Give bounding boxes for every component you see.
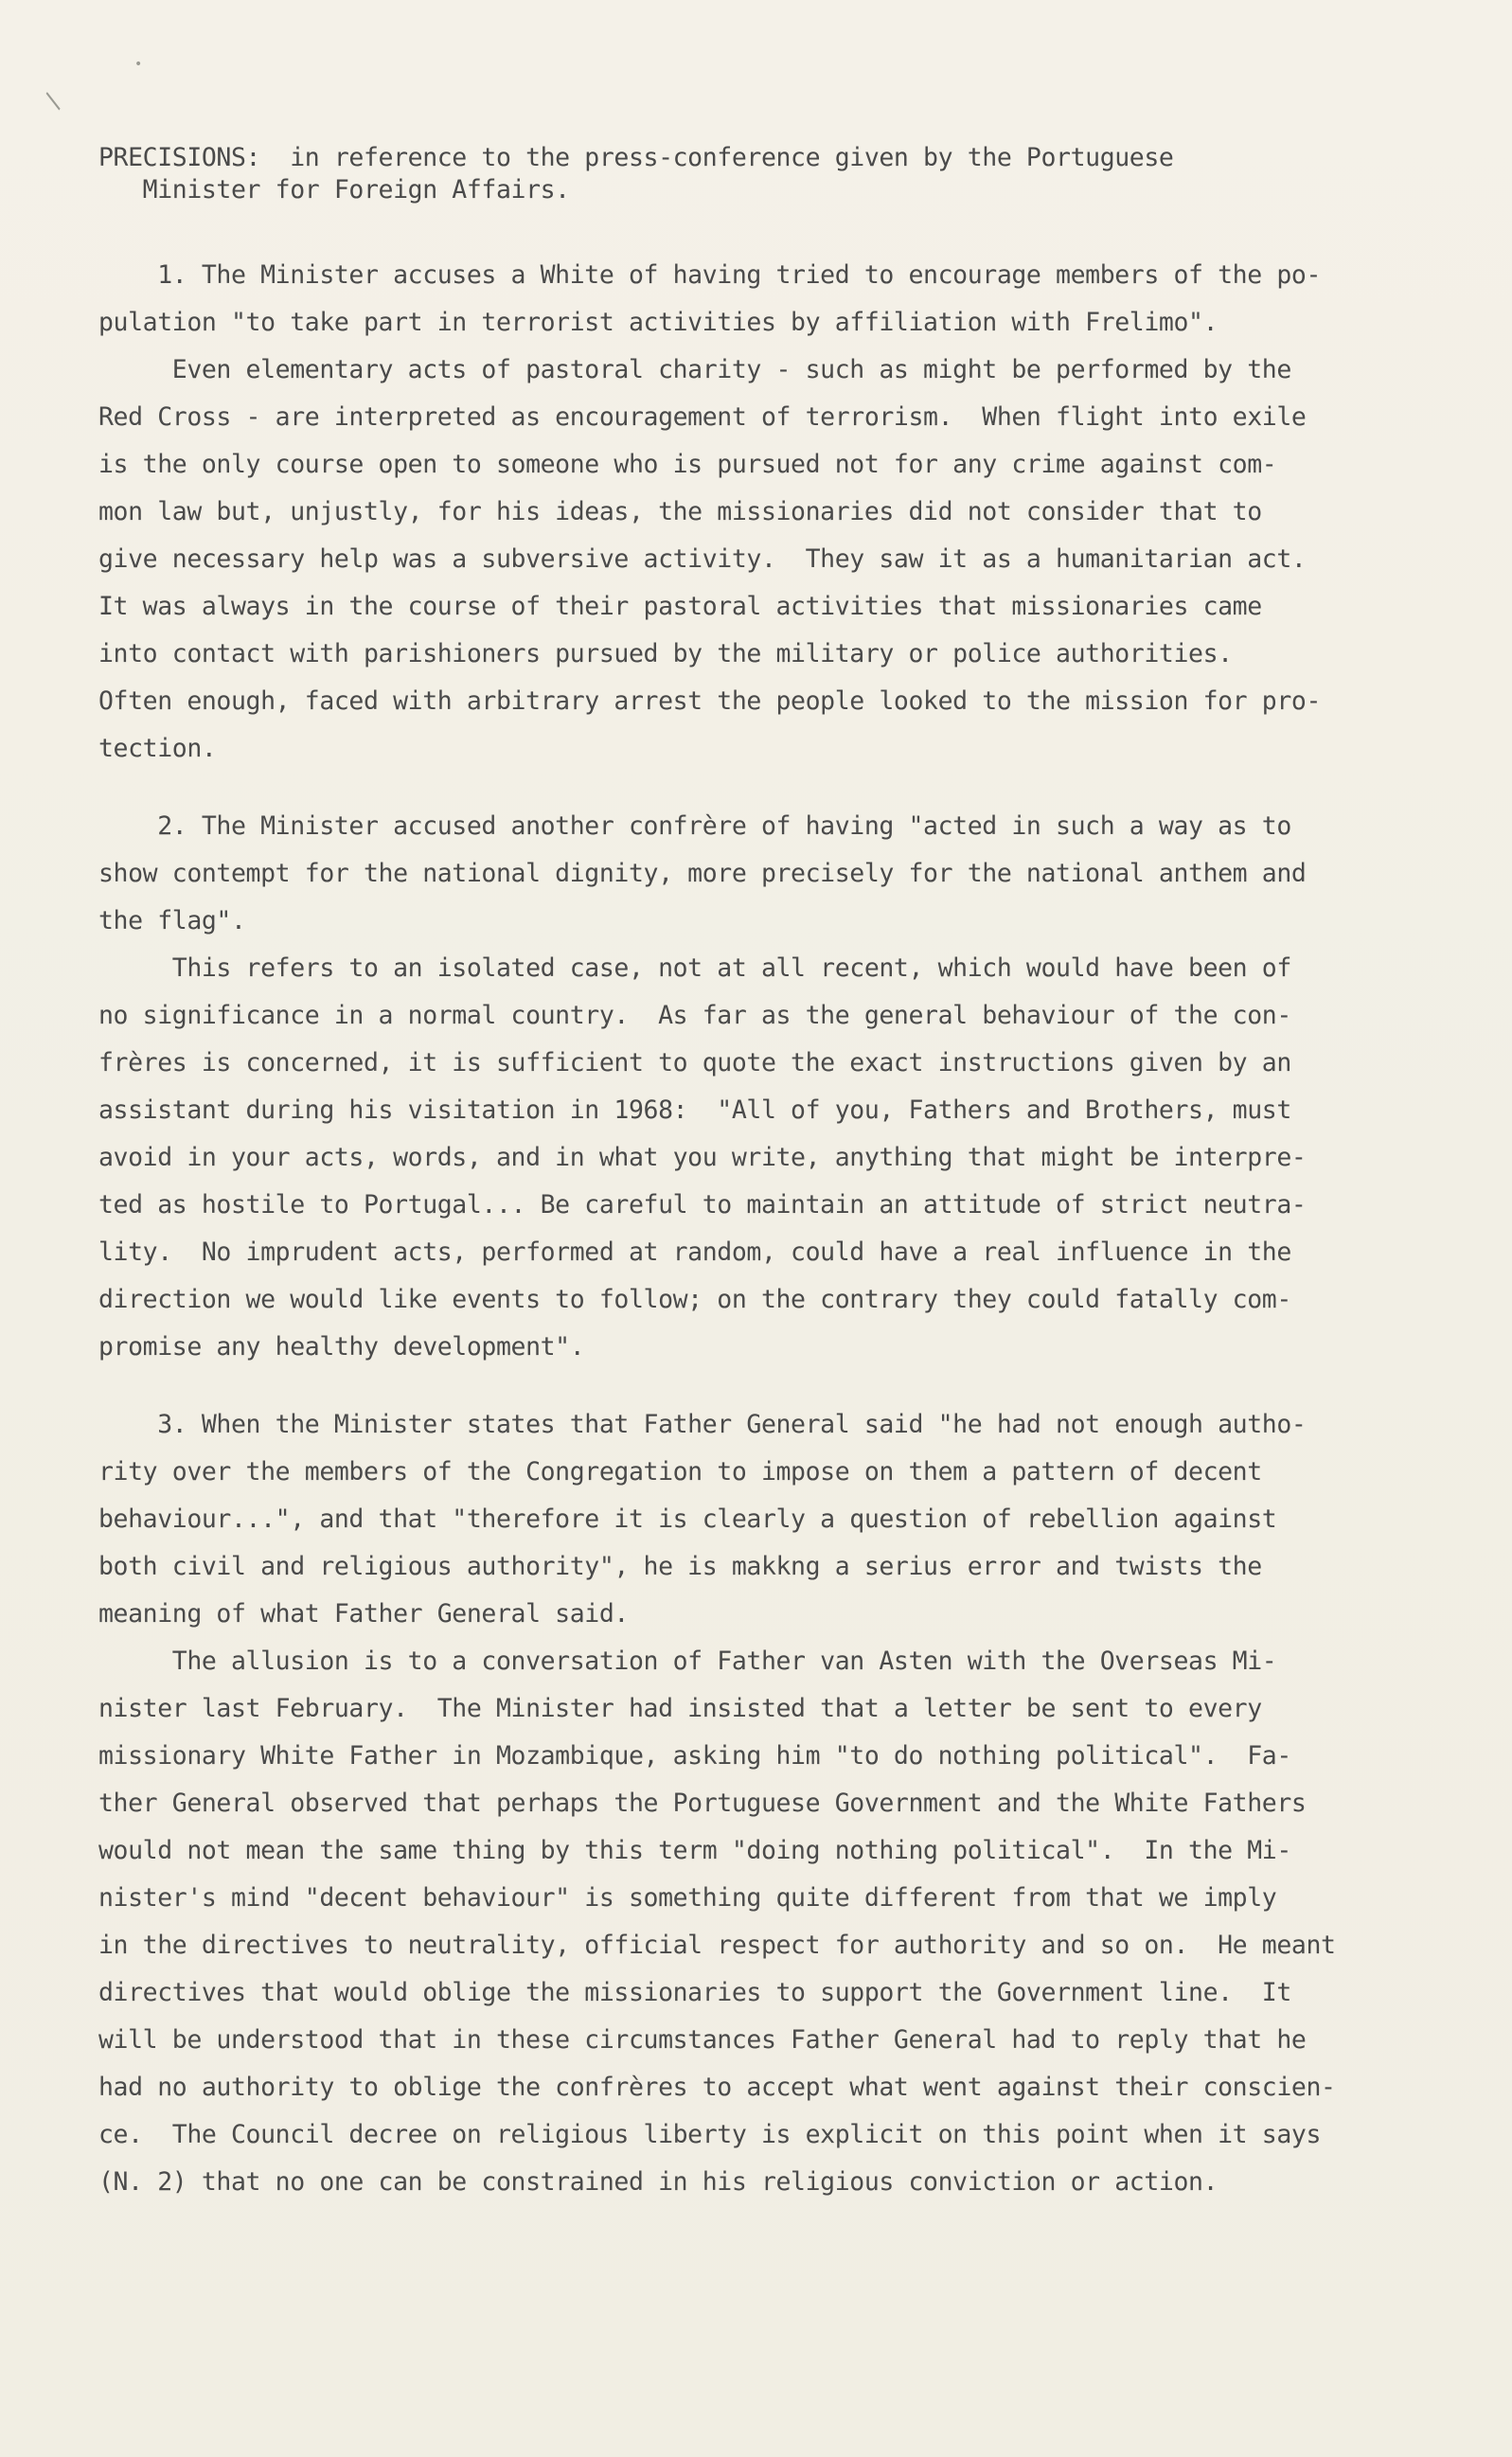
text-line: (N. 2) that no one can be constrained in his religious conviction or action. <box>98 2167 1218 2197</box>
paragraph-1 <box>98 252 1424 773</box>
text-line: nister's mind "decent behaviour" is something quite different from that we imply <box>98 1883 1277 1913</box>
paragraph-2 <box>98 803 1424 1371</box>
text-line: 3. When the Minister states that Father General said "he had not enough autho- <box>98 1410 1307 1439</box>
text-line: in the directives to neutrality, official respect for authority and so on. He meant <box>98 1931 1336 1960</box>
text-line: missionary White Father in Mozambique, asking him "to do nothing political". Fa- <box>98 1741 1291 1771</box>
text-line: Red Cross - are interpreted as encouragement of terrorism. When flight into exile <box>98 402 1307 432</box>
text-line: 2. The Minister accused another confrère of having "acted in such a way as to <box>98 811 1291 841</box>
text-line: Even elementary acts of pastoral charity - such as might be performed by the <box>98 355 1291 384</box>
text-line: had no authority to oblige the confrères to accept what went against their conscien- <box>98 2073 1336 2102</box>
text-line: pulation "to take part in terrorist activities by affiliation with Frelimo". <box>98 308 1218 337</box>
paragraph-gap <box>98 773 1424 803</box>
text-line: ted as hostile to Portugal... Be careful to maintain an attitude of strict neutra- <box>98 1190 1307 1220</box>
text-line: It was always in the course of their pastoral activities that missionaries came <box>98 592 1262 621</box>
paragraph-gap <box>98 1371 1424 1401</box>
text-line: ce. The Council decree on religious liberty is explicit on this point when it says <box>98 2120 1322 2149</box>
text-line: the flag". <box>98 906 246 935</box>
text-line: will be understood that in these circumstances Father General had to reply that he <box>98 2025 1307 2055</box>
text-line: nister last February. The Minister had insisted that a letter be sent to every <box>98 1694 1262 1723</box>
text-line: no significance in a normal country. As far as the general behaviour of the con- <box>98 1001 1291 1030</box>
document-heading <box>98 142 1424 206</box>
text-line: show contempt for the national dignity, more precisely for the national anthem and <box>98 859 1307 888</box>
paragraph-3 <box>98 1401 1424 2206</box>
text-line: tection. <box>98 734 217 763</box>
text-line: behaviour...", and that "therefore it is clearly a question of rebellion against <box>98 1504 1277 1534</box>
text-line: give necessary help was a subversive activity. They saw it as a humanitarian act. <box>98 544 1307 574</box>
text-line: 1. The Minister accuses a White of having tried to encourage members of the po- <box>98 260 1322 290</box>
text-line: both civil and religious authority", he is makkng a serius error and twists the <box>98 1552 1262 1581</box>
text-line: meaning of what Father General said. <box>98 1599 629 1629</box>
heading-line: Minister for Foreign Affairs. <box>98 175 570 205</box>
text-line: directives that would oblige the missionaries to support the Government line. It <box>98 1978 1291 2007</box>
text-line: assistant during his visitation in 1968: "All of you, Fathers and Brothers, must <box>98 1095 1291 1125</box>
pen-mark: / <box>39 89 68 114</box>
text-line: The allusion is to a conversation of Father van Asten with the Overseas Mi- <box>98 1647 1277 1676</box>
text-line: promise any healthy development". <box>98 1332 585 1362</box>
text-line: rity over the members of the Congregation to impose on them a pattern of decent <box>98 1457 1262 1487</box>
document-body <box>98 142 1424 2206</box>
text-line: lity. No imprudent acts, performed at random, could have a real influence in the <box>98 1237 1291 1267</box>
text-line: direction we would like events to follow; on the contrary they could fatally com- <box>98 1285 1291 1314</box>
text-line: Often enough, faced with arbitrary arrest the people looked to the mission for pro- <box>98 686 1322 716</box>
text-line: would not mean the same thing by this term "doing nothing political". In the Mi- <box>98 1836 1291 1865</box>
text-line: avoid in your acts, words, and in what you write, anything that might be interpre- <box>98 1143 1307 1172</box>
text-line: frères is concerned, it is sufficient to quote the exact instructions given by an <box>98 1048 1291 1077</box>
text-line: mon law but, unjustly, for his ideas, the missionaries did not consider that to <box>98 497 1262 526</box>
heading-line: PRECISIONS: in reference to the press-conference given by the Portuguese <box>98 143 1174 172</box>
text-line: into contact with parishioners pursued by the military or police authorities. <box>98 639 1233 668</box>
text-line: This refers to an isolated case, not at all recent, which would have been of <box>98 953 1291 983</box>
text-line: is the only course open to someone who is pursued not for any crime against com- <box>98 450 1277 479</box>
text-line: ther General observed that perhaps the Portuguese Government and the White Fathers <box>98 1789 1307 1818</box>
pen-dot: • <box>134 57 143 72</box>
